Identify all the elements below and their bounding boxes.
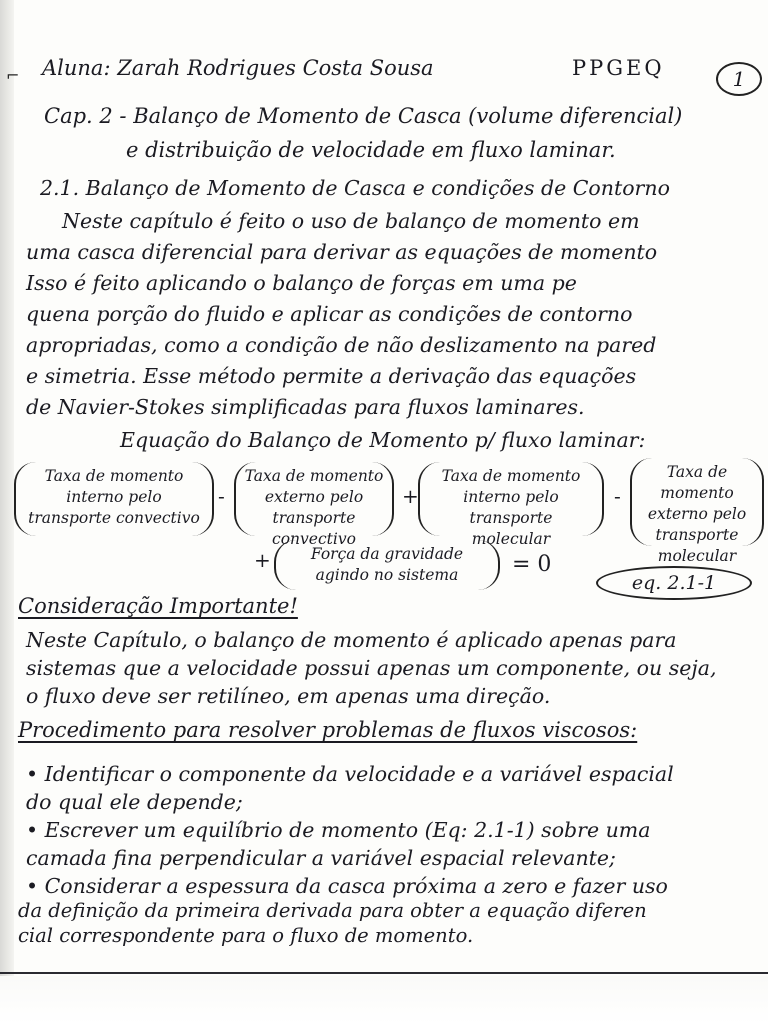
term-external-convective: Taxa de momento externo pelo transporte convectivo bbox=[234, 462, 394, 536]
procedure-line: do qual ele depende; bbox=[26, 790, 243, 814]
paragraph-line: uma casca diferencial para derivar as equações de momento bbox=[26, 240, 658, 264]
page-number: 1 bbox=[716, 62, 762, 96]
chapter-title-line2: e distribuição de velocidade em fluxo laminar. bbox=[126, 138, 616, 162]
paragraph-line: apropriadas, como a condição de não deslizamento na pared bbox=[26, 333, 657, 357]
op-plus: + bbox=[254, 548, 271, 572]
procedure-line: • Considerar a espessura da casca próxima a zero e fazer uso bbox=[26, 874, 668, 898]
consideration-line: sistemas que a velocidade possui apenas um componente, ou seja, bbox=[26, 656, 717, 680]
paragraph-line: Isso é feito aplicando o balanço de forças em uma pe bbox=[26, 271, 577, 295]
term-external-molecular: Taxa de momento externo pelo transporte molecular bbox=[630, 458, 764, 546]
student-name: Aluna: Zarah Rodrigues Costa Sousa bbox=[42, 56, 434, 80]
procedure-line: cial correspondente para o fluxo de momento. bbox=[18, 924, 474, 947]
procedure-line: da definição da primeira derivada para obter a equação diferen bbox=[18, 899, 647, 922]
term-internal-convective: Taxa de momento interno pelo transporte convectivo bbox=[14, 462, 214, 536]
margin-mark: ⌐ bbox=[6, 66, 20, 85]
op-plus: + bbox=[402, 484, 419, 508]
procedure-heading: Procedimento para resolver problemas de fluxos viscosos: bbox=[18, 718, 638, 742]
section-heading: 2.1. Balanço de Momento de Casca e condições de Contorno bbox=[40, 176, 670, 200]
paragraph-line: e simetria. Esse método permite a derivação das equações bbox=[26, 364, 637, 388]
consideration-line: o fluxo deve ser retilíneo, em apenas uma direção. bbox=[26, 684, 551, 708]
paragraph-line: de Navier-Stokes simplificadas para fluxos laminares. bbox=[26, 395, 585, 419]
consideration-line: Neste Capítulo, o balanço de momento é aplicado apenas para bbox=[26, 628, 677, 652]
equation-title: Equação do Balanço de Momento p/ fluxo laminar: bbox=[120, 428, 646, 452]
equals-zero: = 0 bbox=[512, 552, 552, 577]
term-gravity: Força da gravidade agindo no sistema bbox=[274, 540, 500, 590]
paragraph-line: Neste capítulo é feito o uso de balanço de momento em bbox=[62, 209, 640, 233]
op-minus: - bbox=[218, 484, 225, 508]
page-bottom-margin bbox=[0, 976, 768, 1024]
paragraph-line: quena porção do fluido e aplicar as condições de contorno bbox=[26, 302, 633, 326]
equation-label: eq. 2.1-1 bbox=[596, 566, 752, 600]
page-bottom-rule bbox=[0, 972, 768, 974]
procedure-line: • Identificar o componente da velocidade e a variável espacial bbox=[26, 762, 674, 786]
program-name: PPGEQ bbox=[572, 56, 665, 80]
chapter-title-line1: Cap. 2 - Balanço de Momento de Casca (volume diferencial) bbox=[44, 104, 683, 128]
procedure-line: camada fina perpendicular a variável espacial relevante; bbox=[26, 846, 616, 870]
op-minus: - bbox=[614, 484, 621, 508]
consideration-heading: Consideração Importante! bbox=[18, 594, 298, 618]
term-internal-molecular: Taxa de momento interno pelo transporte molecular bbox=[418, 462, 604, 536]
procedure-line: • Escrever um equilíbrio de momento (Eq: 2.1-1) sobre uma bbox=[26, 818, 651, 842]
page-left-edge bbox=[0, 0, 14, 1024]
